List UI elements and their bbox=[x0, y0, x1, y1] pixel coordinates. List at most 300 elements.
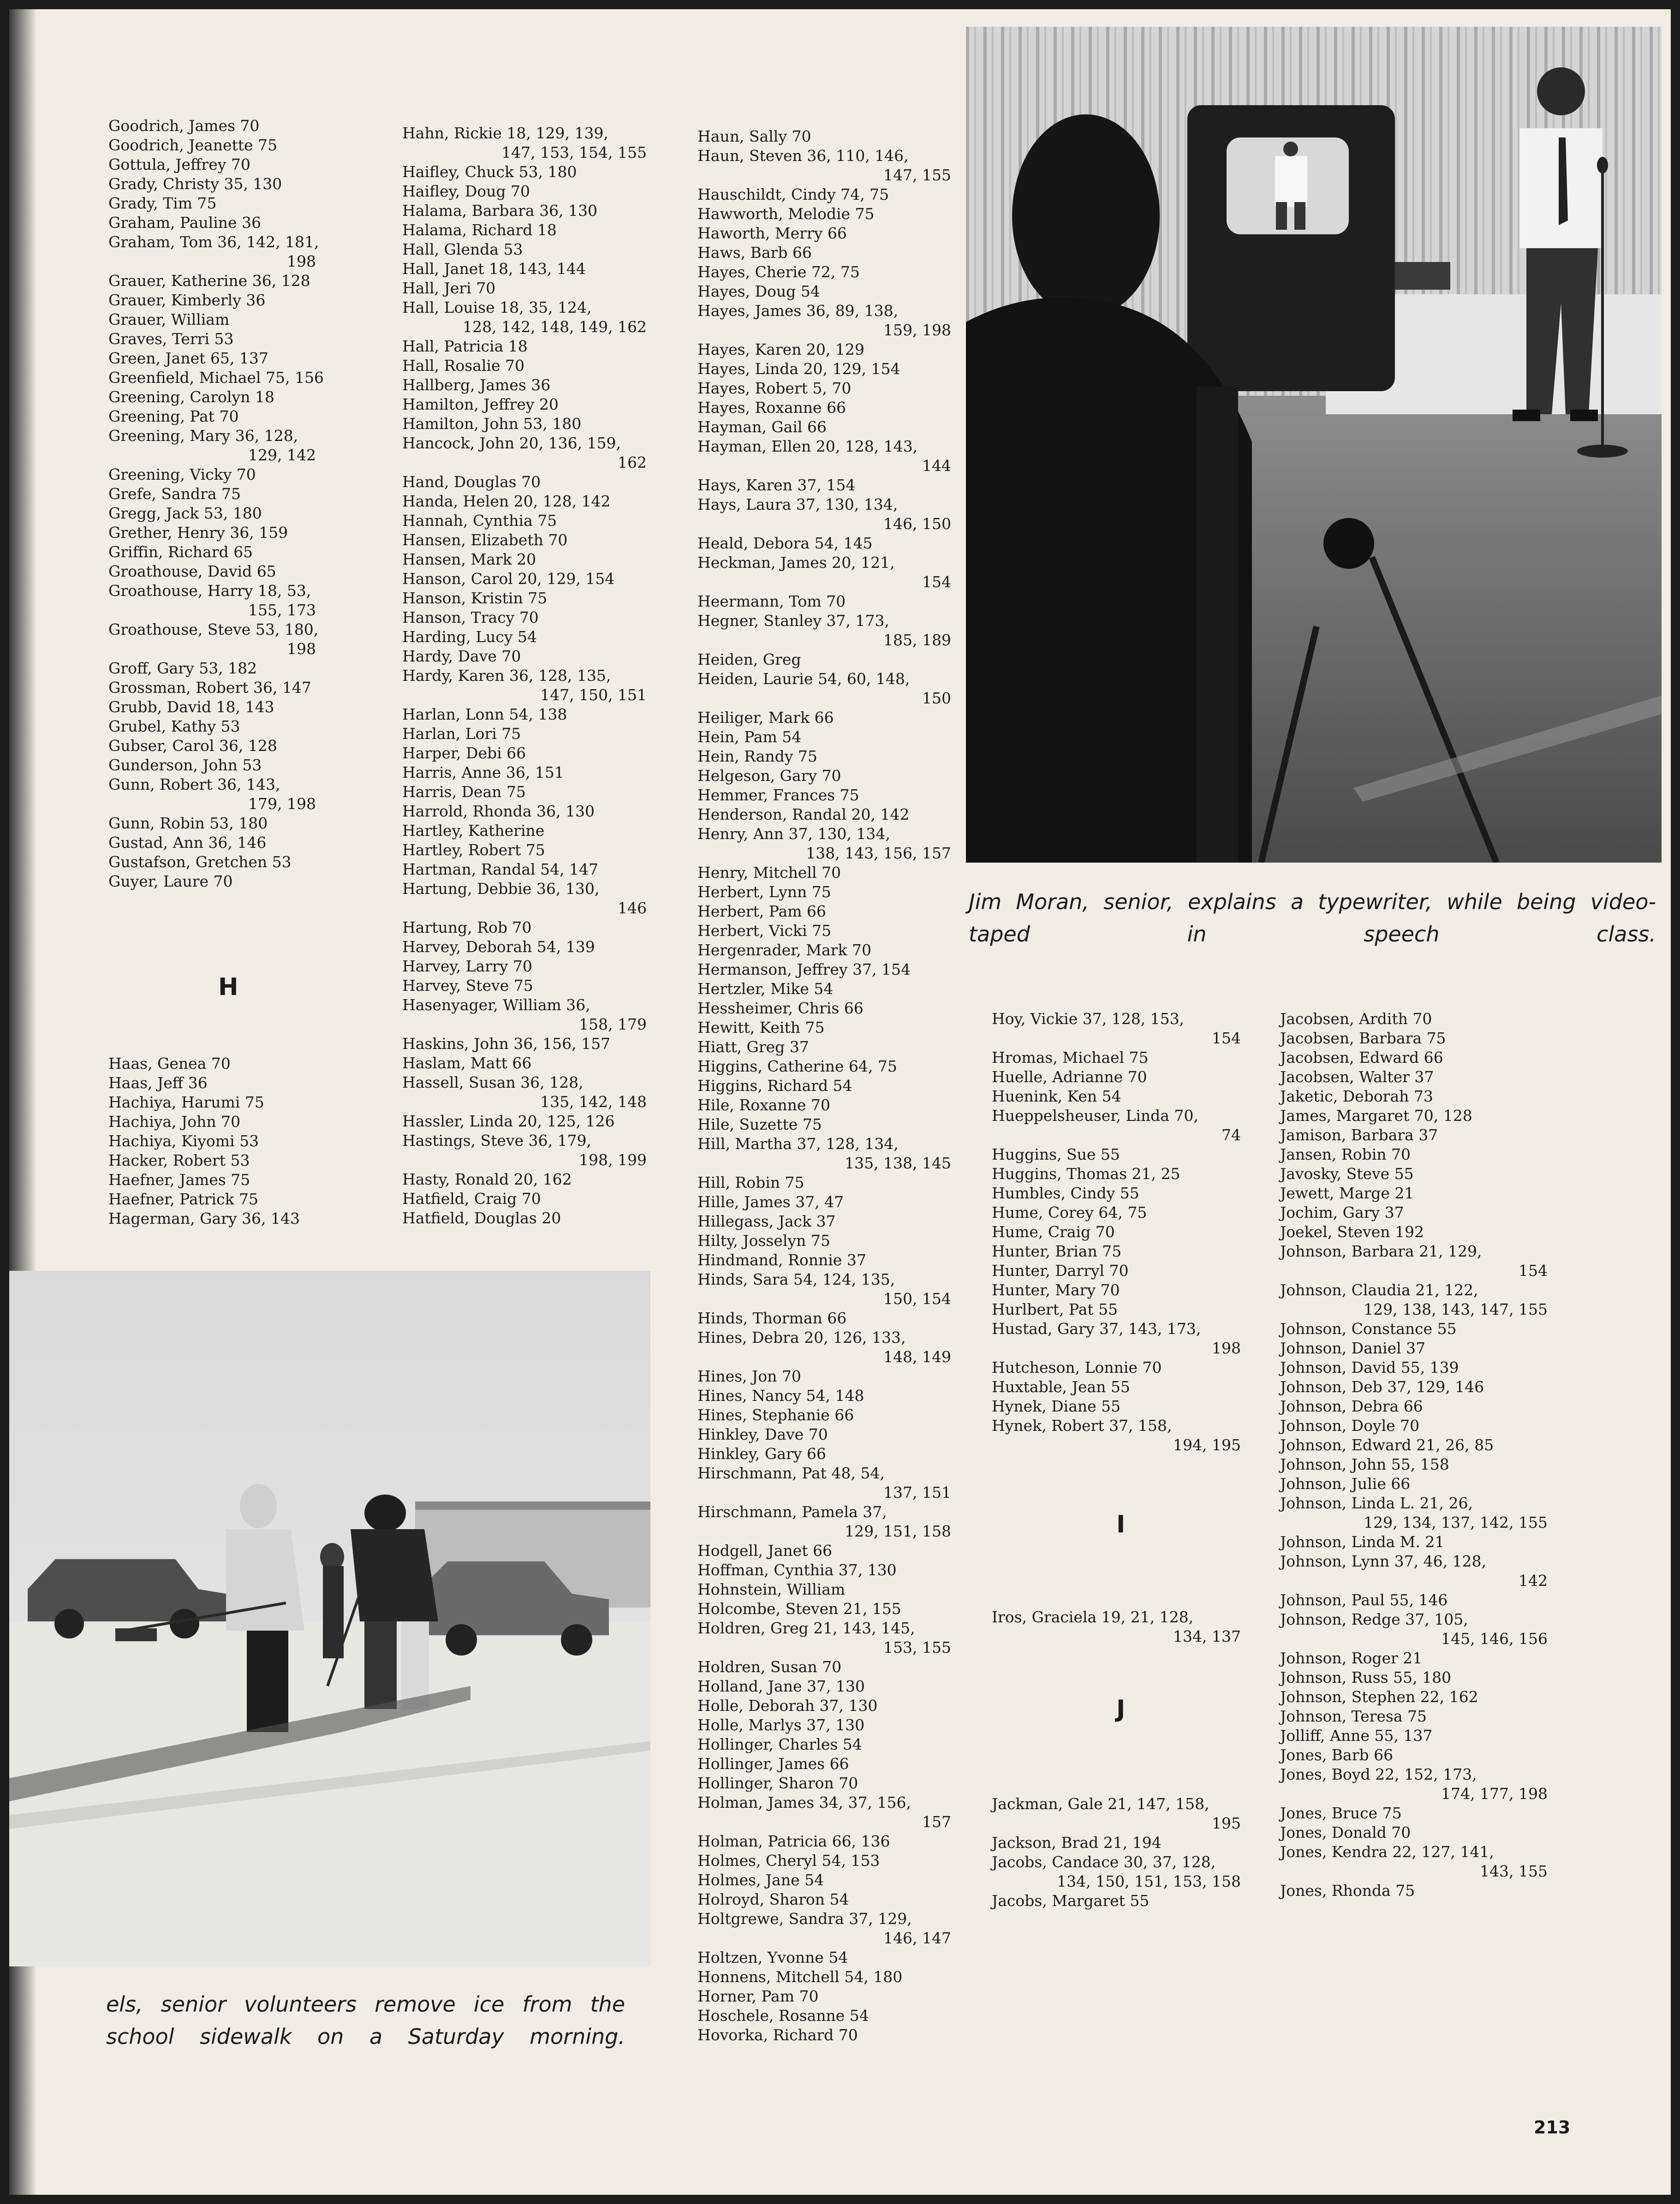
index-entry-continuation: 185, 189 bbox=[883, 631, 951, 649]
index-entry: Hartung, Debbie 36, 130, bbox=[402, 880, 600, 898]
index-entry: Gubser, Carol 36, 128 bbox=[108, 737, 277, 755]
index-entry: Heermann, Tom 70 bbox=[697, 592, 846, 610]
index-entry: Heckman, James 20, 121, bbox=[697, 554, 895, 572]
index-entry: Jackman, Gale 21, 147, 158, bbox=[992, 1795, 1209, 1813]
index-entry: Hachiya, Harumi 75 bbox=[108, 1093, 264, 1111]
index-column-1-h bbox=[108, 1054, 316, 1228]
index-entry: Hromas, Michael 75 bbox=[992, 1048, 1149, 1066]
index-entry: Hunter, Darryl 70 bbox=[992, 1262, 1129, 1280]
index-entry: Iros, Graciela 19, 21, 128, bbox=[992, 1608, 1194, 1626]
index-entry: Johnson, Redge 37, 105, bbox=[1280, 1610, 1468, 1628]
index-entry: Jacobs, Candace 30, 37, 128, bbox=[992, 1853, 1216, 1871]
index-entry: Handa, Helen 20, 128, 142 bbox=[402, 492, 611, 510]
index-entry: Hinds, Thorman 66 bbox=[697, 1309, 847, 1327]
index-entry-continuation: 162 bbox=[618, 453, 647, 471]
photo-caption-video-taping: Jim Moran, senior, explains a typewriter, while being video-taped in speech class. bbox=[969, 889, 1656, 947]
index-entry-continuation: 146, 150 bbox=[883, 515, 951, 533]
index-entry: Hayes, Linda 20, 129, 154 bbox=[697, 360, 900, 378]
index-entry: Haskins, John 36, 156, 157 bbox=[402, 1035, 611, 1053]
index-entry-continuation: 150, 154 bbox=[883, 1290, 951, 1308]
index-entry: Jacobsen, Edward 66 bbox=[1280, 1048, 1443, 1066]
index-entry: Holland, Jane 37, 130 bbox=[697, 1677, 865, 1695]
index-entry: Hall, Jeri 70 bbox=[402, 279, 496, 297]
index-entry: Hand, Douglas 70 bbox=[402, 473, 541, 491]
index-entry: Hayes, Doug 54 bbox=[697, 282, 820, 300]
index-entry: Hueppelsheuser, Linda 70, bbox=[992, 1107, 1198, 1125]
index-entry: Grady, Christy 35, 130 bbox=[108, 175, 282, 193]
index-entry: Harrold, Rhonda 36, 130 bbox=[402, 802, 595, 820]
index-entry-continuation: 154 bbox=[922, 573, 951, 591]
index-entry: Hancock, John 20, 136, 159, bbox=[402, 434, 621, 452]
index-entry: Johnson, Stephen 22, 162 bbox=[1280, 1688, 1478, 1706]
index-entry: Jones, Boyd 22, 152, 173, bbox=[1280, 1765, 1477, 1783]
index-entry: Haws, Barb 66 bbox=[697, 244, 812, 262]
index-entry: Hines, Stephanie 66 bbox=[697, 1406, 854, 1424]
index-entry: Higgins, Catherine 64, 75 bbox=[697, 1057, 897, 1075]
index-entry-continuation: 134, 150, 151, 153, 158 bbox=[1057, 1872, 1241, 1890]
index-entry: Groathouse, Steve 53, 180, bbox=[108, 620, 319, 638]
index-entry: Gunn, Robin 53, 180 bbox=[108, 814, 268, 832]
index-entry: Johnson, John 55, 158 bbox=[1280, 1455, 1449, 1473]
index-entry-continuation: 157 bbox=[922, 1813, 951, 1831]
index-entry-continuation: 146, 147 bbox=[883, 1929, 951, 1947]
index-entry: Joekel, Steven 192 bbox=[1280, 1223, 1424, 1241]
index-entry: Hawworth, Melodie 75 bbox=[697, 205, 875, 223]
index-entry: Haefner, Patrick 75 bbox=[108, 1190, 259, 1208]
index-entry: Hachiya, John 70 bbox=[108, 1113, 241, 1131]
index-column-2 bbox=[402, 124, 647, 1228]
index-entry: Holman, Patricia 66, 136 bbox=[697, 1832, 890, 1850]
index-entry: Hagerman, Gary 36, 143 bbox=[108, 1209, 300, 1227]
index-entry: Hunter, Brian 75 bbox=[992, 1242, 1122, 1260]
index-entry: Johnson, Linda M. 21 bbox=[1280, 1533, 1445, 1551]
index-entry: Hutcheson, Lonnie 70 bbox=[992, 1358, 1162, 1376]
index-entry-continuation: 194, 195 bbox=[1173, 1436, 1241, 1454]
index-entry: Henderson, Randal 20, 142 bbox=[697, 805, 910, 823]
index-entry: Halama, Barbara 36, 130 bbox=[402, 202, 598, 220]
index-entry: Heiden, Greg bbox=[697, 650, 801, 668]
index-entry: Hamilton, John 53, 180 bbox=[402, 415, 582, 433]
section-letter-h: H bbox=[218, 973, 238, 1001]
index-column-5 bbox=[1280, 1009, 1548, 1900]
index-entry: Hatfield, Craig 70 bbox=[402, 1190, 541, 1208]
index-entry: Grubel, Kathy 53 bbox=[108, 717, 240, 735]
index-entry: Heald, Debora 54, 145 bbox=[697, 534, 873, 552]
index-entry: Groathouse, David 65 bbox=[108, 562, 276, 580]
index-entry: Johnson, Constance 55 bbox=[1280, 1320, 1457, 1338]
index-entry: Jacobsen, Barbara 75 bbox=[1280, 1029, 1446, 1047]
index-entry: Hemmer, Frances 75 bbox=[697, 786, 859, 804]
index-entry: Jewett, Marge 21 bbox=[1280, 1184, 1414, 1202]
index-entry: Grady, Tim 75 bbox=[108, 194, 217, 212]
index-entry: Hiatt, Greg 37 bbox=[697, 1038, 809, 1056]
index-entry: Haifley, Doug 70 bbox=[402, 182, 530, 200]
index-entry-continuation: 145, 146, 156 bbox=[1441, 1630, 1548, 1648]
index-entry: Johnson, Roger 21 bbox=[1280, 1649, 1423, 1667]
index-entry: Gustafson, Gretchen 53 bbox=[108, 853, 292, 871]
index-entry: Hall, Rosalie 70 bbox=[402, 357, 524, 375]
index-entry: Hovorka, Richard 70 bbox=[697, 2026, 858, 2044]
index-entry: Jacobsen, Ardith 70 bbox=[1280, 1010, 1432, 1028]
index-entry: Johnson, Russ 55, 180 bbox=[1280, 1668, 1452, 1686]
index-entry: Hile, Suzette 75 bbox=[697, 1115, 822, 1133]
index-entry-continuation: 195 bbox=[1212, 1814, 1241, 1832]
index-entry: Johnson, Debra 66 bbox=[1280, 1397, 1423, 1415]
index-entry: Green, Janet 65, 137 bbox=[108, 349, 268, 367]
index-entry: Jones, Rhonda 75 bbox=[1280, 1882, 1415, 1900]
index-entry: Hohnstein, William bbox=[697, 1580, 846, 1598]
index-entry: Hansen, Elizabeth 70 bbox=[402, 531, 568, 549]
index-entry-continuation: 155, 173 bbox=[248, 601, 316, 619]
index-entry: Holmes, Jane 54 bbox=[697, 1871, 824, 1889]
index-entry: Hayes, James 36, 89, 138, bbox=[697, 302, 899, 320]
index-entry: Haas, Jeff 36 bbox=[108, 1074, 208, 1092]
index-entry: Hacker, Robert 53 bbox=[108, 1151, 250, 1169]
index-entry: Hallberg, James 36 bbox=[402, 376, 551, 394]
index-entry: Hall, Janet 18, 143, 144 bbox=[402, 260, 586, 278]
index-entry: Hegner, Stanley 37, 173, bbox=[697, 612, 889, 630]
index-entry: Gregg, Jack 53, 180 bbox=[108, 504, 262, 522]
index-entry: Haun, Steven 36, 110, 146, bbox=[697, 147, 909, 165]
index-entry-continuation: 74 bbox=[1221, 1126, 1241, 1144]
index-entry: Haslam, Matt 66 bbox=[402, 1054, 532, 1072]
index-entry: Holle, Marlys 37, 130 bbox=[697, 1716, 865, 1734]
index-entry: Johnson, Teresa 75 bbox=[1280, 1707, 1427, 1725]
index-entry: Johnson, Paul 55, 146 bbox=[1280, 1591, 1448, 1609]
index-entry: Grubb, David 18, 143 bbox=[108, 698, 274, 716]
index-entry: Hanson, Kristin 75 bbox=[402, 589, 548, 607]
index-entry: Holmes, Cheryl 54, 153 bbox=[697, 1852, 880, 1870]
index-entry: Jacobs, Margaret 55 bbox=[992, 1892, 1150, 1910]
index-entry: Johnson, Barbara 21, 129, bbox=[1280, 1242, 1482, 1260]
index-entry-continuation: 142 bbox=[1519, 1572, 1548, 1590]
photo-video-taping-image bbox=[966, 27, 1662, 863]
index-entry: Haun, Sally 70 bbox=[697, 127, 811, 145]
index-entry: Hanson, Carol 20, 129, 154 bbox=[402, 570, 615, 588]
index-entry: Greenfield, Michael 75, 156 bbox=[108, 369, 324, 387]
index-entry: Honnens, Mitchell 54, 180 bbox=[697, 1968, 903, 1986]
index-entry: Harlan, Lonn 54, 138 bbox=[402, 705, 567, 723]
index-entry: Jansen, Robin 70 bbox=[1280, 1145, 1411, 1163]
index-entry: Johnson, Lynn 37, 46, 128, bbox=[1280, 1552, 1487, 1570]
index-entry: Johnson, Edward 21, 26, 85 bbox=[1280, 1436, 1494, 1454]
index-entry: Hannah, Cynthia 75 bbox=[402, 512, 557, 530]
index-entry: Gustad, Ann 36, 146 bbox=[108, 834, 267, 852]
index-entry-continuation: 174, 177, 198 bbox=[1441, 1785, 1548, 1803]
index-entry: Hassell, Susan 36, 128, bbox=[402, 1073, 584, 1091]
index-entry: Hoschele, Rosanne 54 bbox=[697, 2007, 869, 2025]
index-entry-continuation: 134, 137 bbox=[1173, 1627, 1241, 1645]
index-entry: Harding, Lucy 54 bbox=[402, 628, 537, 646]
index-entry: Hays, Karen 37, 154 bbox=[697, 476, 856, 494]
index-entry: Hodgell, Janet 66 bbox=[697, 1542, 832, 1560]
index-entry: Harvey, Deborah 54, 139 bbox=[402, 938, 595, 956]
index-entry-continuation: 159, 198 bbox=[883, 321, 951, 339]
index-entry: Grossman, Robert 36, 147 bbox=[108, 679, 311, 697]
index-entry-continuation: 150 bbox=[922, 689, 951, 707]
photo-ice-removal-image bbox=[9, 1271, 650, 1966]
index-entry: Graham, Pauline 36 bbox=[108, 214, 262, 232]
index-entry: Hirschmann, Pamela 37, bbox=[697, 1503, 887, 1521]
index-entry: Hayes, Cherie 72, 75 bbox=[697, 263, 860, 281]
index-entry: Graham, Tom 36, 142, 181, bbox=[108, 233, 319, 251]
index-entry: Hines, Jon 70 bbox=[697, 1367, 801, 1385]
index-entry: Heiden, Laurie 54, 60, 148, bbox=[697, 670, 910, 688]
index-entry: Harris, Anne 36, 151 bbox=[402, 763, 564, 781]
index-entry: Helgeson, Gary 70 bbox=[697, 767, 841, 785]
index-entry: Hanson, Tracy 70 bbox=[402, 608, 539, 626]
index-entry: Hachiya, Kiyomi 53 bbox=[108, 1132, 259, 1150]
index-entry: Goodrich, James 70 bbox=[108, 117, 260, 135]
index-entry: Holroyd, Sharon 54 bbox=[697, 1890, 849, 1908]
index-entry-continuation: 147, 150, 151 bbox=[540, 686, 647, 704]
index-entry-continuation: 179, 198 bbox=[248, 795, 316, 813]
index-entry: Gunn, Robert 36, 143, bbox=[108, 775, 280, 793]
index-entry-continuation: 198 bbox=[287, 640, 316, 658]
index-entry-continuation: 153, 155 bbox=[883, 1638, 951, 1656]
index-entry: Hindmand, Ronnie 37 bbox=[697, 1251, 866, 1269]
index-entry: Hartley, Katherine bbox=[402, 822, 545, 840]
index-entry: Harvey, Larry 70 bbox=[402, 957, 532, 975]
index-entry: Gottula, Jeffrey 70 bbox=[108, 155, 250, 173]
index-entry: Hirschmann, Pat 48, 54, bbox=[697, 1464, 885, 1482]
index-entry: Jaketic, Deborah 73 bbox=[1280, 1087, 1433, 1105]
index-entry: Hessheimer, Chris 66 bbox=[697, 999, 864, 1017]
index-entry: Humbles, Cindy 55 bbox=[992, 1184, 1139, 1202]
index-entry: Holman, James 34, 37, 156, bbox=[697, 1793, 911, 1811]
index-entry: Hynek, Robert 37, 158, bbox=[992, 1417, 1172, 1435]
index-entry: Huenink, Ken 54 bbox=[992, 1087, 1121, 1105]
index-entry: Huxtable, Jean 55 bbox=[992, 1378, 1130, 1396]
index-entry: Hastings, Steve 36, 179, bbox=[402, 1132, 592, 1150]
index-entry: Grefe, Sandra 75 bbox=[108, 485, 241, 503]
index-entry: Hergenrader, Mark 70 bbox=[697, 941, 871, 959]
index-column-4 bbox=[992, 1009, 1241, 1455]
index-column-1 bbox=[108, 116, 324, 891]
index-entry: Harris, Dean 75 bbox=[402, 783, 526, 801]
index-entry: Griffin, Richard 65 bbox=[108, 543, 253, 561]
index-entry-continuation: 147, 155 bbox=[883, 166, 951, 184]
index-entry: Haefner, James 75 bbox=[108, 1171, 250, 1189]
photo-caption-ice-removal: els, senior volunteers remove ice from the school sidewalk on a Saturday morning. bbox=[106, 1992, 625, 2049]
photo-ice-removal bbox=[9, 1271, 650, 1966]
photo-video-taping bbox=[966, 27, 1662, 863]
index-entry: Hardy, Dave 70 bbox=[402, 647, 521, 665]
index-entry-continuation: 129, 134, 137, 142, 155 bbox=[1364, 1513, 1548, 1531]
index-entry: Grauer, Katherine 36, 128 bbox=[108, 272, 310, 290]
index-entry: Henry, Ann 37, 130, 134, bbox=[697, 825, 890, 843]
index-entry: Hartley, Robert 75 bbox=[402, 841, 545, 859]
index-entry: Holtzen, Yvonne 54 bbox=[697, 1948, 848, 1966]
index-entry: Hynek, Diane 55 bbox=[992, 1397, 1121, 1415]
index-entry: Hatfield, Douglas 20 bbox=[402, 1209, 561, 1227]
index-entry: Grauer, William bbox=[108, 310, 230, 328]
index-entry: Johnson, Daniel 37 bbox=[1280, 1339, 1426, 1357]
index-entry: Johnson, David 55, 139 bbox=[1280, 1358, 1459, 1376]
index-entry: Hasty, Ronald 20, 162 bbox=[402, 1170, 572, 1188]
index-entry: Javosky, Steve 55 bbox=[1280, 1165, 1414, 1183]
index-entry: Grether, Henry 36, 159 bbox=[108, 524, 288, 542]
index-entry: Johnson, Julie 66 bbox=[1280, 1475, 1411, 1493]
index-entry: Hille, James 37, 47 bbox=[697, 1193, 844, 1211]
index-entry: Hein, Pam 54 bbox=[697, 728, 802, 746]
index-entry: Hume, Craig 70 bbox=[992, 1223, 1115, 1241]
index-entry: Hall, Glenda 53 bbox=[402, 240, 523, 258]
index-entry: Johnson, Deb 37, 129, 146 bbox=[1280, 1378, 1484, 1396]
index-entry: Hayman, Ellen 20, 128, 143, bbox=[697, 437, 918, 455]
section-letter-i: I bbox=[1116, 1511, 1126, 1538]
index-entry-continuation: 129, 138, 143, 147, 155 bbox=[1364, 1300, 1548, 1318]
index-entry: James, Margaret 70, 128 bbox=[1280, 1107, 1472, 1125]
index-entry-continuation: 154 bbox=[1212, 1029, 1241, 1047]
index-entry: Graves, Terri 53 bbox=[108, 330, 234, 348]
index-entry: Hartung, Rob 70 bbox=[402, 918, 532, 936]
index-entry: Halama, Richard 18 bbox=[402, 221, 557, 239]
index-entry: Hayes, Karen 20, 129 bbox=[697, 340, 864, 358]
index-column-4-i bbox=[992, 1608, 1241, 1646]
index-entry-continuation: 198, 199 bbox=[579, 1151, 647, 1169]
index-entry-continuation: 147, 153, 154, 155 bbox=[501, 143, 647, 161]
index-entry: Hertzler, Mike 54 bbox=[697, 980, 834, 998]
index-entry: Hines, Nancy 54, 148 bbox=[697, 1387, 864, 1405]
index-entry: Hill, Martha 37, 128, 134, bbox=[697, 1135, 899, 1153]
index-entry: Hayman, Gail 66 bbox=[697, 418, 827, 436]
index-entry: Johnson, Claudia 21, 122, bbox=[1280, 1281, 1478, 1299]
index-entry: Harvey, Steve 75 bbox=[402, 977, 533, 995]
index-entry: Groathouse, Harry 18, 53, bbox=[108, 582, 311, 600]
index-entry: Hassler, Linda 20, 125, 126 bbox=[402, 1112, 615, 1130]
page-number: 213 bbox=[1534, 2117, 1571, 2138]
index-entry: Hoffman, Cynthia 37, 130 bbox=[697, 1561, 897, 1579]
index-entry: Jochim, Gary 37 bbox=[1280, 1203, 1404, 1221]
index-entry-continuation: 198 bbox=[1212, 1339, 1241, 1357]
index-entry: Hermanson, Jeffrey 37, 154 bbox=[697, 960, 911, 978]
index-entry: Groff, Gary 53, 182 bbox=[108, 659, 257, 677]
index-entry-continuation: 148, 149 bbox=[883, 1348, 951, 1366]
index-entry: Hewitt, Keith 75 bbox=[697, 1019, 825, 1036]
index-entry-continuation: 154 bbox=[1519, 1262, 1548, 1280]
index-entry: Higgins, Richard 54 bbox=[697, 1077, 852, 1095]
index-entry: Holdren, Susan 70 bbox=[697, 1658, 842, 1676]
index-entry: Johnson, Linda L. 21, 26, bbox=[1280, 1494, 1473, 1512]
section-letter-j: J bbox=[1116, 1695, 1126, 1723]
index-entry: Hollinger, Charles 54 bbox=[697, 1735, 862, 1753]
index-entry: Haifley, Chuck 53, 180 bbox=[402, 163, 577, 181]
index-entry: Hayes, Roxanne 66 bbox=[697, 399, 846, 417]
index-entry: Hahn, Rickie 18, 129, 139, bbox=[402, 124, 608, 142]
index-entry: Heiliger, Mark 66 bbox=[697, 709, 834, 727]
index-column-4-j bbox=[992, 1794, 1241, 1911]
index-entry-continuation: 138, 143, 156, 157 bbox=[806, 844, 951, 862]
index-entry: Herbert, Vicki 75 bbox=[697, 922, 832, 940]
index-entry: Jamison, Barbara 37 bbox=[1280, 1126, 1438, 1144]
index-entry: Huggins, Thomas 21, 25 bbox=[992, 1165, 1180, 1183]
index-entry: Hinds, Sara 54, 124, 135, bbox=[697, 1270, 895, 1288]
index-entry-continuation: 129, 151, 158 bbox=[845, 1522, 951, 1540]
index-entry: Jones, Barb 66 bbox=[1280, 1746, 1394, 1764]
index-entry: Guyer, Laure 70 bbox=[108, 872, 233, 890]
index-entry: Huggins, Sue 55 bbox=[992, 1145, 1120, 1163]
index-entry: Hurlbert, Pat 55 bbox=[992, 1300, 1118, 1318]
index-entry: Herbert, Lynn 75 bbox=[697, 883, 831, 901]
index-entry: Hile, Roxanne 70 bbox=[697, 1096, 830, 1114]
index-entry: Hasenyager, William 36, bbox=[402, 996, 590, 1014]
index-entry: Hill, Robin 75 bbox=[697, 1173, 804, 1191]
index-entry: Goodrich, Jeanette 75 bbox=[108, 136, 278, 154]
index-entry-continuation: 146 bbox=[618, 899, 647, 917]
index-column-3 bbox=[697, 127, 951, 2045]
index-entry: Haas, Genea 70 bbox=[108, 1054, 231, 1072]
index-entry: Hollinger, James 66 bbox=[697, 1755, 849, 1773]
index-entry: Greening, Pat 70 bbox=[108, 407, 239, 425]
index-entry: Hilty, Josselyn 75 bbox=[697, 1232, 830, 1250]
index-entry: Herbert, Pam 66 bbox=[697, 902, 826, 920]
index-entry: Hauschildt, Cindy 74, 75 bbox=[697, 185, 889, 203]
index-entry: Holdren, Greg 21, 143, 145, bbox=[697, 1619, 915, 1637]
index-entry: Harlan, Lori 75 bbox=[402, 725, 521, 743]
index-entry-continuation: 198 bbox=[287, 252, 316, 270]
index-entry: Harper, Debi 66 bbox=[402, 744, 526, 762]
index-entry: Hollinger, Sharon 70 bbox=[697, 1774, 858, 1792]
index-entry: Hoy, Vickie 37, 128, 153, bbox=[992, 1010, 1185, 1028]
index-entry: Holtgrewe, Sandra 37, 129, bbox=[697, 1910, 912, 1928]
index-entry-continuation: 137, 151 bbox=[883, 1483, 951, 1501]
index-entry: Jones, Bruce 75 bbox=[1280, 1804, 1402, 1822]
index-entry: Jones, Donald 70 bbox=[1280, 1823, 1411, 1841]
index-entry: Hartman, Randal 54, 147 bbox=[402, 860, 599, 878]
index-entry: Greening, Carolyn 18 bbox=[108, 388, 274, 406]
index-entry-continuation: 128, 142, 148, 149, 162 bbox=[463, 318, 647, 336]
index-entry: Hayes, Robert 5, 70 bbox=[697, 379, 852, 397]
index-entry: Jolliff, Anne 55, 137 bbox=[1280, 1727, 1433, 1745]
index-entry: Hall, Patricia 18 bbox=[402, 337, 528, 355]
index-entry: Gunderson, John 53 bbox=[108, 756, 262, 774]
index-entry: Hall, Louise 18, 35, 124, bbox=[402, 298, 592, 316]
index-entry: Holcombe, Steven 21, 155 bbox=[697, 1600, 901, 1618]
index-entry: Jones, Kendra 22, 127, 141, bbox=[1280, 1843, 1494, 1861]
yearbook-index-page bbox=[9, 9, 1671, 2195]
index-entry: Johnson, Doyle 70 bbox=[1280, 1417, 1420, 1435]
index-entry-continuation: 135, 142, 148 bbox=[540, 1093, 647, 1111]
index-entry: Grauer, Kimberly 36 bbox=[108, 291, 266, 309]
index-entry: Jacobsen, Walter 37 bbox=[1280, 1068, 1434, 1086]
index-entry: Henry, Mitchell 70 bbox=[697, 864, 841, 882]
index-entry: Hines, Debra 20, 126, 133, bbox=[697, 1328, 906, 1346]
index-entry: Jackson, Brad 21, 194 bbox=[992, 1834, 1162, 1852]
index-entry: Hume, Corey 64, 75 bbox=[992, 1203, 1147, 1221]
index-entry-continuation: 129, 142 bbox=[248, 446, 316, 464]
index-entry: Hays, Laura 37, 130, 134, bbox=[697, 495, 898, 513]
index-entry: Horner, Pam 70 bbox=[697, 1987, 819, 2005]
index-entry: Haworth, Merry 66 bbox=[697, 224, 847, 242]
index-entry: Hillegass, Jack 37 bbox=[697, 1212, 836, 1230]
index-entry: Greening, Mary 36, 128, bbox=[108, 427, 298, 445]
index-entry-continuation: 143, 155 bbox=[1480, 1862, 1548, 1880]
index-entry: Huelle, Adrianne 70 bbox=[992, 1068, 1147, 1086]
index-entry: Hinkley, Dave 70 bbox=[697, 1425, 828, 1443]
index-entry-continuation: 135, 138, 145 bbox=[845, 1154, 951, 1172]
index-entry: Greening, Vicky 70 bbox=[108, 465, 256, 483]
index-entry-continuation: 158, 179 bbox=[579, 1015, 647, 1033]
index-entry: Hunter, Mary 70 bbox=[992, 1281, 1120, 1299]
index-entry: Hinkley, Gary 66 bbox=[697, 1445, 826, 1463]
index-entry: Hein, Randy 75 bbox=[697, 747, 817, 765]
index-entry: Hansen, Mark 20 bbox=[402, 550, 536, 568]
index-entry: Hustad, Gary 37, 143, 173, bbox=[992, 1320, 1201, 1338]
index-entry: Hamilton, Jeffrey 20 bbox=[402, 395, 559, 413]
index-entry: Holle, Deborah 37, 130 bbox=[697, 1697, 878, 1715]
index-entry: Hardy, Karen 36, 128, 135, bbox=[402, 667, 611, 685]
